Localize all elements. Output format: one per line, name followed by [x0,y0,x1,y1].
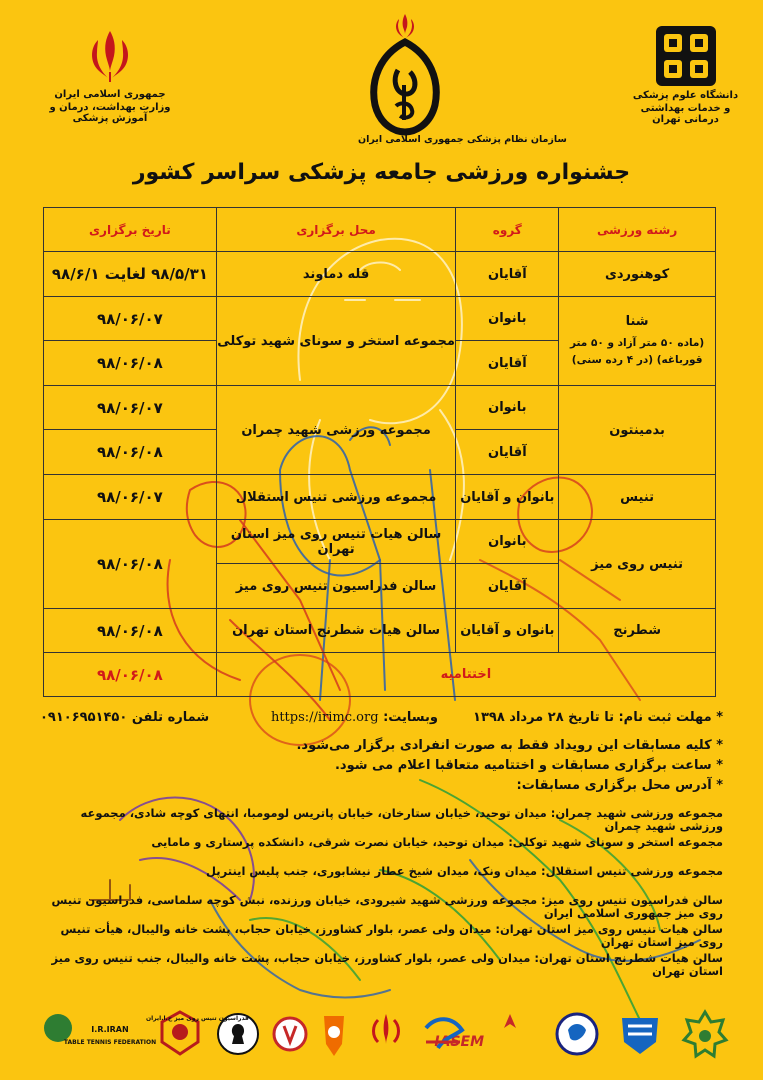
closing-ceremony-cell: اختتامیه [216,653,715,697]
phone-number: ۰۹۱۰۶۹۵۱۴۵۰ [40,710,128,725]
medical-council-logo [340,10,567,145]
group-cell: بانوان [456,297,559,341]
table-row [44,252,716,297]
list-item: سالن فدراسیون تنیس روی میز: مجموعه ورزشی شهید شیرودی، خیابان ورزنده، نبش کوچه سلماسی، فدراسیون تنیس روی میز جمهوری اسلامی ایران [51,893,723,920]
venue-cell: سالن فدراسیون تنیس روی میز [216,564,456,609]
wushu-logo-icon [40,1008,249,1064]
iran-medical-sports-federation-logo-icon [552,1008,602,1064]
sponsor-logos [40,1008,730,1064]
schedule-table [43,207,716,697]
iran-emblem-icon [80,28,140,83]
date-cell: ۹۸/۰۶/۰۷ [44,297,217,341]
date-cell: ۹۸/۰۶/۰۸ [44,520,217,609]
sport-note: (ماده ۵۰ متر آزاد و ۵۰ متر قورباغه) (در ۴ رده سنی) [569,336,705,366]
date-cell: ۹۸/۰۶/۰۷ [44,475,217,520]
tehran-municipality-logo-icon [680,1008,730,1064]
table-row [44,475,716,520]
ministry-health-logo-icon [358,1008,414,1064]
sport-name: شنا [625,313,649,329]
registration-line [40,710,723,730]
header-left [40,28,180,124]
ttf-persian-name: فدراسیون تنیس روی میز ج.ا.ایران [146,1015,249,1022]
header-sport: رشته ورزشی [559,208,716,252]
phone [40,710,209,725]
iasem-logo-icon [434,1008,542,1064]
sport-cell: تنیس روی میز [559,520,716,609]
list-item: سالن هیات تنیس روی میز استان تهران: میدان ولی عصر، بلوار کشاورز، خیابان حجاب، پشت خانه والیبال، هیأت تنیس روی میز استان تهران [60,922,723,949]
table-row [44,520,716,564]
sports-organization-logo-icon [616,1008,664,1064]
list-item: مجموعه استخر و سونای شهید توکلی: میدان توحید، خیابان نصرت شرقی، دانشکده پرستاری و مامایی [151,835,723,849]
header-right [628,26,743,125]
table-row [44,386,716,430]
table-row [44,653,716,697]
iasem-text: IASEM [434,1034,484,1050]
header-group: گروه [456,208,559,252]
bullet-individual: * کلیه مسابقات این رویداد فقط به صورت انفرادی برگزار می‌شود. [296,738,723,753]
ministry-name: وزارت بهداشت، درمان و آموزش پزشکی [49,102,171,124]
venue-cell: مجموعه ورزشی تنیس استقلال [216,475,456,520]
university-subtitle: و خدمات بهداشتی درمانی تهران [640,103,731,125]
deadline-label: * مهلت ثبت نام: [618,710,723,725]
medical-council-caption: سازمان نظام پزشکی جمهوری اسلامی ایران [358,134,567,145]
deadline-value: تا تاریخ ۲۸ مرداد ۱۳۹۸ [473,710,614,725]
info-block [40,710,723,981]
date-cell: ۹۸/۰۶/۰۸ [44,341,217,386]
date-cell: ۹۸/۰۶/۰۸ [44,609,217,653]
venue-cell: سالن هیات تنیس روی میز استان تهران [216,520,456,564]
website [271,710,438,725]
table-header-row [44,208,716,252]
sport-cell: بدمینتون [559,386,716,475]
group-cell: بانوان و آقایان [456,475,559,520]
page-title: جشنواره ورزشی جامعه پزشکی سراسر کشور [132,160,631,185]
phone-label: شماره تلفن [131,710,210,725]
group-cell: آقایان [456,252,559,297]
header-venue: محل برگزاری [216,208,456,252]
ttf-country-code: I.R.IRAN [91,1025,129,1034]
sport-cell [559,297,716,386]
university-name: دانشگاه علوم پزشکی [632,90,739,101]
closing-date-cell: ۹۸/۰۶/۰۸ [44,653,217,697]
group-cell: بانوان [456,520,559,564]
sport-federation-logo-icon [418,1008,468,1064]
venue-cell: مجموعه ورزشی شهید چمران [216,386,456,475]
tehran-university-logo-icon [656,26,716,86]
ttf-english-name: TABLE TENNIS FEDERATION [63,1039,157,1046]
registration-deadline [473,710,723,725]
sport-cell: کوهنوردی [559,252,716,297]
table-row [44,297,716,341]
header-date: تاریخ برگزاری [44,208,217,252]
group-cell: بانوان و آقایان [456,609,559,653]
sport-cell: شطرنج [559,609,716,653]
group-cell: آقایان [456,341,559,386]
table-row [44,609,716,653]
list-item: مجموعه ورزشی تنیس استقلال: میدان ونک، میدان شیخ عطار نیشابوری، جنب پلیس اینترپل [206,864,723,878]
website-link[interactable]: https://irimc.org [270,710,379,725]
venue-cell: سالن هیات شطرنج استان تهران [216,609,456,653]
date-cell: ۹۸/۰۶/۰۷ [44,386,217,430]
date-cell: ۹۸/۰۶/۰۸ [44,430,217,475]
list-item: مجموعه ورزشی شهید چمران: میدان توحید، خیابان ستارخان، خیابان پاتریس لومومبا، انتهای کوچه شادی، مجموعه ورزشی شهید چمران [80,806,723,833]
badminton-federation-logo-icon [270,1008,310,1064]
group-cell: آقایان [456,430,559,475]
list-item: سالن هیات شطرنج استان تهران: میدان ولی عصر، بلوار کشاورز، خیابان حجاب، پشت خانه والیبال، جنب تنیس روی میز استان تهران [51,951,723,978]
group-cell: بانوان [456,386,559,430]
bullet-schedule: * ساعت برگزاری مسابقات و اختتامیه متعاقبا اعلام می شود. [334,758,723,773]
bullet-addresses: * آدرس محل برگزاری مسابقات: [516,778,723,793]
venue-cell: مجموعه استخر و سونای شهید توکلی [216,297,456,386]
sport-cell: تنیس [559,475,716,520]
group-cell: آقایان [456,564,559,609]
medical-sports-logo-icon [314,1008,354,1064]
country-name: جمهوری اسلامی ایران [54,89,166,100]
venue-cell: قله دماوند [216,252,456,297]
address-list [40,807,723,981]
website-label: وبسایت: [383,710,438,725]
date-cell: ۹۸/۵/۳۱ لغایت ۹۸/۶/۱ [44,252,217,297]
